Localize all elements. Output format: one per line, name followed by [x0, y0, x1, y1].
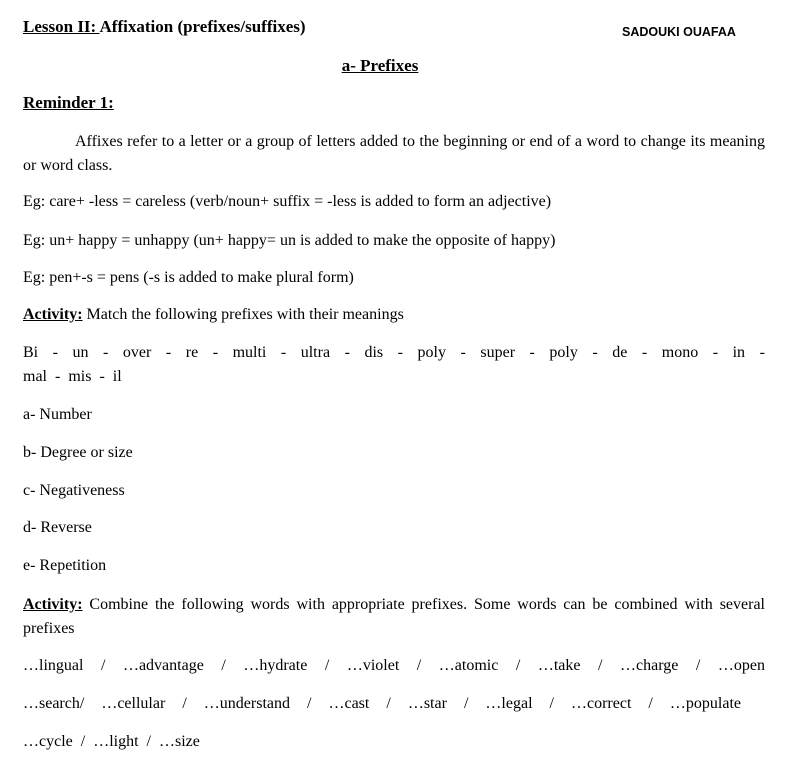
activity1-instruction: Match the following prefixes with their meanings	[82, 306, 404, 323]
word-item: …take	[537, 657, 581, 674]
prefix-item: poly	[417, 344, 446, 361]
meaning-c: c- Negativeness	[23, 482, 125, 499]
lesson-title-line	[23, 17, 306, 37]
word-list-row1	[23, 656, 765, 676]
word-item: …hydrate	[243, 657, 308, 674]
word-item: …violet	[346, 657, 400, 674]
separator: -	[165, 344, 172, 361]
prefix-item: ultra	[300, 344, 331, 361]
separator: -	[592, 344, 598, 361]
reminder-paragraph: Affixes refer to a letter or a group of letters added to the beginning or end of a word to change its meaning or word class.	[23, 133, 765, 174]
prefix-list-line2: mal - mis - il	[23, 368, 122, 385]
separator: /	[386, 695, 391, 712]
prefix-item: de	[612, 344, 628, 361]
word-item: …atomic	[438, 657, 499, 674]
separator: /	[307, 695, 312, 712]
separator: -	[397, 344, 403, 361]
separator: -	[712, 344, 719, 361]
separator: -	[759, 344, 765, 361]
prefix-list-line1	[23, 343, 765, 363]
meaning-d: d- Reverse	[23, 519, 92, 536]
example-2: Eg: un+ happy = unhappy (un+ happy= un is added to make the opposite of happy)	[23, 232, 556, 249]
word-item: …understand	[203, 695, 290, 712]
separator: -	[52, 344, 58, 361]
separator: /	[598, 657, 603, 674]
example-3: Eg: pen+-s = pens (-s is added to make plural form)	[23, 269, 354, 286]
prefix-item: over	[122, 344, 152, 361]
prefix-item: poly	[549, 344, 578, 361]
activity1-label: Activity:	[23, 306, 83, 323]
separator: -	[641, 344, 648, 361]
section-title: a- Prefixes	[341, 56, 419, 75]
separator: /	[463, 695, 469, 712]
separator: /	[416, 657, 422, 674]
separator: -	[529, 344, 535, 361]
word-item: …charge	[620, 657, 679, 674]
word-list-row3: …cycle / …light / …size	[23, 733, 200, 750]
separator: /	[182, 695, 187, 712]
activity2-instruction: Combine the following words with appropriate prefixes. Some words can be combined with several prefixes	[23, 596, 765, 637]
meaning-b: b- Degree or size	[23, 444, 133, 461]
word-item: …star	[407, 695, 447, 712]
meaning-e: e- Repetition	[23, 557, 107, 574]
separator: -	[280, 344, 287, 361]
prefix-item: in	[732, 344, 746, 361]
separator: /	[221, 657, 226, 674]
prefix-item: Bi	[23, 344, 39, 361]
word-item: …lingual	[23, 657, 84, 674]
separator: /	[515, 657, 521, 674]
prefix-item: re	[185, 344, 199, 361]
separator: /	[695, 657, 701, 674]
word-item: …open	[717, 657, 765, 674]
meaning-a: a- Number	[23, 406, 92, 423]
prefix-item: dis	[364, 344, 384, 361]
word-item: …correct	[571, 695, 632, 712]
activity2-block	[23, 593, 765, 641]
separator: /	[648, 695, 653, 712]
word-item: …cellular	[101, 695, 166, 712]
word-item: …legal	[485, 695, 533, 712]
separator: -	[103, 344, 109, 361]
separator: -	[460, 344, 466, 361]
prefix-item: mono	[661, 344, 699, 361]
word-item: …populate	[669, 695, 741, 712]
lesson-title: Affixation (prefixes/suffixes)	[99, 17, 306, 36]
word-item: …cast	[328, 695, 370, 712]
word-list-row2	[23, 694, 741, 714]
author-name: SADOUKI OUAFAA	[622, 25, 736, 39]
word-item: …search/	[23, 695, 85, 712]
activity1-line	[23, 305, 404, 325]
reminder-heading: Reminder 1:	[23, 93, 114, 112]
separator: /	[549, 695, 554, 712]
prefix-item: un	[72, 344, 89, 361]
separator: /	[100, 657, 106, 674]
prefix-item: super	[480, 344, 516, 361]
lesson-label: Lesson II:	[23, 17, 100, 36]
separator: -	[344, 344, 350, 361]
activity2-label: Activity:	[23, 596, 83, 613]
prefix-item: multi	[232, 344, 267, 361]
separator: /	[324, 657, 330, 674]
separator: -	[212, 344, 219, 361]
example-1: Eg: care+ -less = careless (verb/noun+ suffix = -less is added to form an adjective)	[23, 193, 552, 210]
word-item: …advantage	[122, 657, 204, 674]
